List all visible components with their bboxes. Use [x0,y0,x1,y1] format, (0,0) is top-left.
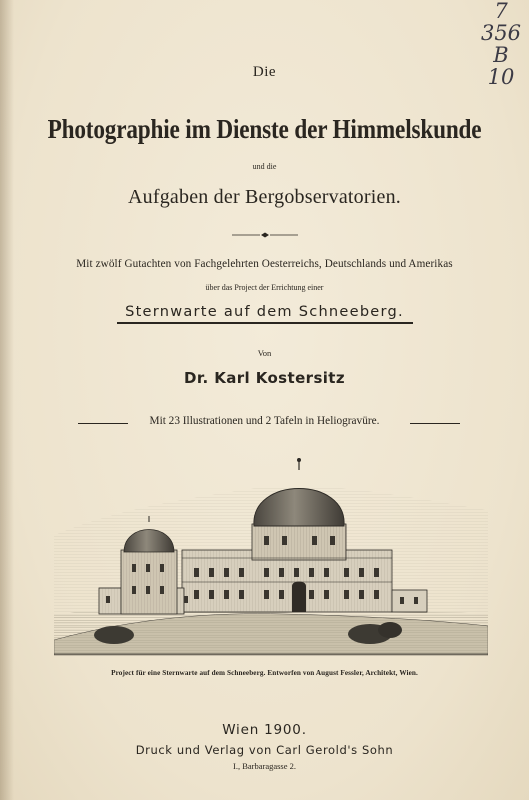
illustration-caption: Project für eine Sternwarte auf dem Schneeberg. Entworfen von August Fessler, Architekt, Wien. [111,669,418,677]
binding-shadow [0,0,14,800]
place-year: Wien 1900. [222,722,307,738]
project-name: Sternwarte auf dem Schneeberg. [125,304,404,320]
expert-opinions-line: Mit zwölf Gutachten von Fachgelehrten Oesterreichs, Deutschlands und Amerikas [76,258,453,270]
project-intro: über das Project der Errichtung einer [205,283,324,292]
observatory-engraving [54,440,488,660]
shelfmark-line: 356 [480,21,522,45]
title-article: Die [252,64,277,80]
rule-right [410,423,460,424]
publisher-address: I., Barbaragasse 2. [232,761,296,771]
ornament-divider [232,232,298,238]
by-label: Von [257,348,272,358]
subtitle: Aufgaben der Bergobservatorien. [128,186,401,208]
shelfmark-line: 7 [494,0,508,23]
main-title: Photographie im Dienste der Himmelskunde [47,114,482,144]
title-conjunction: und die [252,162,277,171]
illustrations-note: Mit 23 Illustrationen und 2 Tafeln in Heliogravüre. [149,415,380,427]
shelfmark-line: B [493,43,509,67]
publisher: Druck und Verlag von Carl Gerold's Sohn [135,743,394,757]
shelfmark-line: 10 [487,65,515,89]
author-name: Dr. Karl Kostersitz [183,369,346,387]
underline-rule [117,322,413,324]
